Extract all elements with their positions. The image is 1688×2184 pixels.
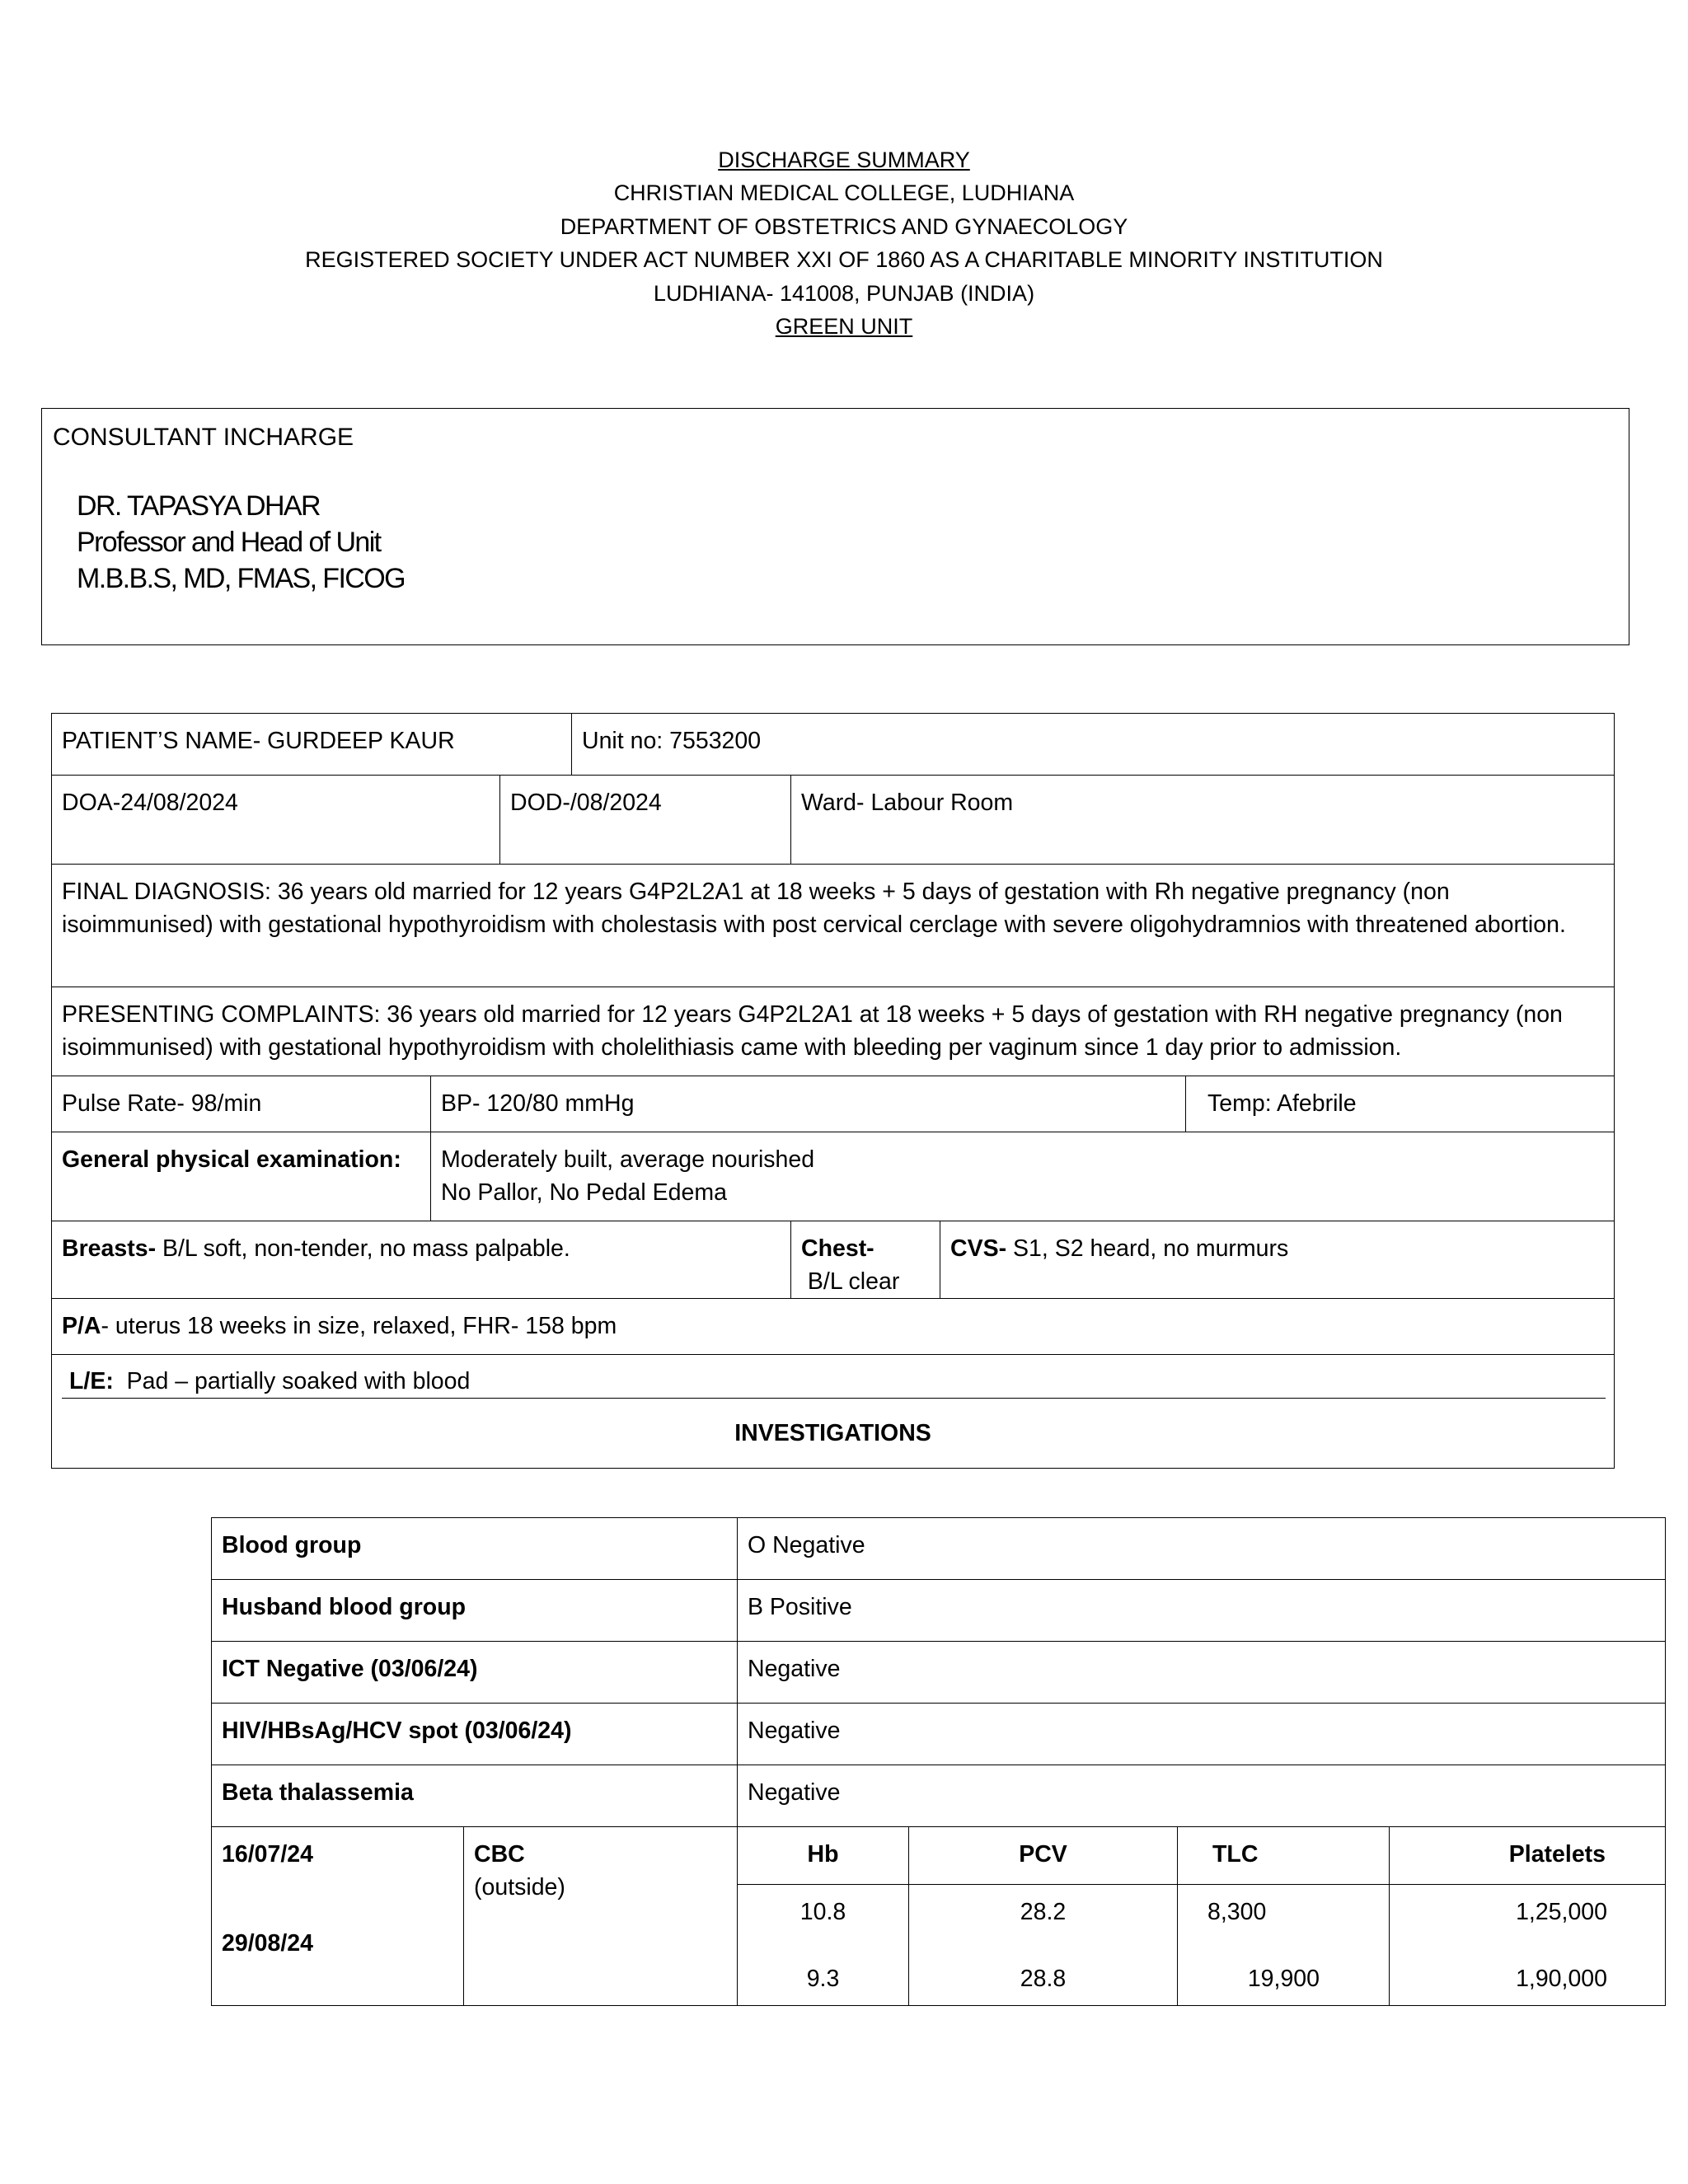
cbc-platelets-values (1390, 1885, 1666, 2006)
cvs-value: S1, S2 heard, no murmurs (1006, 1235, 1289, 1262)
consultant-box (41, 408, 1629, 645)
inv-label-0 (212, 1518, 738, 1580)
cbc-hb-values (738, 1885, 909, 2006)
inv-value-0: O Negative (738, 1518, 1666, 1580)
pulse-rate: Pulse Rate- 98/min (52, 1076, 431, 1132)
cbc-pcv-1: 28.2 (1020, 1899, 1067, 1925)
cbc-header-tlc (1178, 1827, 1390, 1885)
consultant-degrees: M.B.B.S, MD, FMAS, FICOG (77, 563, 405, 594)
cbc-header-text: PCV (1019, 1841, 1067, 1868)
cbc-platelets-2: 1,90,000 (1516, 1966, 1608, 1992)
department-name: DEPARTMENT OF OBSTETRICS AND GYNAECOLOGY (560, 213, 1128, 239)
inv-label-2 (212, 1642, 738, 1704)
date-of-discharge: DOD-/08/2024 (500, 776, 791, 865)
cbc-header-pcv (909, 1827, 1178, 1885)
cbc-label: CBC (474, 1841, 525, 1868)
cbc-date-1: 16/07/24 (222, 1841, 313, 1868)
cbc-header-text: Hb (807, 1841, 839, 1868)
inv-value-1: B Positive (738, 1580, 1666, 1642)
registration-line: REGISTERED SOCIETY UNDER ACT NUMBER XXI OF 1860 AS A CHARITABLE MINORITY INSTITUTION (305, 247, 1383, 273)
inv-value-3: Negative (738, 1704, 1666, 1765)
cbc-label-cell (464, 1827, 738, 2006)
cbc-dates (212, 1827, 464, 2006)
cbc-header-text: TLC (1212, 1841, 1259, 1868)
patient-name: PATIENT’S NAME- GURDEEP KAUR (52, 714, 572, 776)
gpe-findings (431, 1132, 1615, 1221)
cbc-date-2: 29/08/24 (222, 1930, 313, 1957)
gpe-label-cell (52, 1132, 431, 1221)
cvs-label: CVS- (950, 1235, 1007, 1262)
ward: Ward- Labour Room (791, 776, 1615, 865)
cbc-header-platelets (1390, 1827, 1666, 1885)
gpe-label: General physical examination: (62, 1146, 401, 1173)
chest-label: Chest- (801, 1235, 874, 1262)
le-line (62, 1365, 1606, 1399)
chest-exam (791, 1221, 940, 1299)
pa-label: P/A (62, 1313, 101, 1339)
chest-value: B/L clear (801, 1268, 900, 1295)
consultant-label: CONSULTANT INCHARGE (53, 424, 354, 451)
inv-label-4 (212, 1765, 738, 1827)
cbc-header-hb (738, 1827, 909, 1885)
hospital-name: CHRISTIAN MEDICAL COLLEGE, LUDHIANA (613, 180, 1075, 206)
inv-label-text: Beta thalassemia (222, 1779, 414, 1806)
le-label: L/E: (69, 1368, 114, 1394)
gpe-line-1: Moderately built, average nourished (441, 1146, 815, 1173)
inv-label-text: ICT Negative (03/06/24) (222, 1656, 478, 1682)
consultant-name: DR. TAPASYA DHAR (77, 490, 320, 522)
cbc-tlc-2: 19,900 (1247, 1966, 1320, 1992)
investigations-table (211, 1517, 1666, 2006)
pa-value: - uterus 18 weeks in size, relaxed, FHR- 158 bpm (101, 1313, 617, 1339)
cbc-platelets-1: 1,25,000 (1516, 1899, 1608, 1925)
unit-number: Unit no: 7553200 (572, 714, 1615, 776)
consultant-title: Professor and Head of Unit (77, 527, 381, 558)
inv-label-text: Husband blood group (222, 1594, 467, 1620)
cbc-tlc-values (1178, 1885, 1390, 2006)
cbc-hb-1: 10.8 (799, 1899, 846, 1925)
patient-details-table (51, 713, 1615, 1469)
date-of-admission: DOA-24/08/2024 (52, 776, 500, 865)
gpe-line-2: No Pallor, No Pedal Edema (441, 1179, 727, 1206)
consultant-stamp (77, 488, 405, 597)
presenting-complaints: PRESENTING COMPLAINTS: 36 years old married for 12 years G4P2L2A1 at 18 weeks + 5 days of gestation with RH negative pregnancy (non isoimmunised) with gestational hypothyroidism with cholelithiasis came with bleeding per vaginum since 1 day prior to admission. (52, 987, 1615, 1076)
cbc-hb-2: 9.3 (806, 1966, 840, 1992)
inv-label-3 (212, 1704, 738, 1765)
document-header (0, 143, 1688, 343)
address-line: LUDHIANA- 141008, PUNJAB (INDIA) (653, 280, 1035, 306)
breasts-value: B/L soft, non-tender, no mass palpable. (156, 1235, 570, 1262)
cbc-pcv-values (909, 1885, 1178, 2006)
inv-label-1 (212, 1580, 738, 1642)
cbc-pcv-2: 28.8 (1020, 1966, 1067, 1992)
breasts-exam (52, 1221, 791, 1299)
le-value: Pad – partially soaked with blood (113, 1368, 471, 1394)
inv-label-text: HIV/HBsAg/HCV spot (03/06/24) (222, 1718, 572, 1744)
le-exam (52, 1355, 1615, 1469)
blood-pressure: BP- 120/80 mmHg (431, 1076, 1186, 1132)
unit-name: GREEN UNIT (775, 314, 913, 340)
temperature: Temp: Afebrile (1186, 1076, 1615, 1132)
document-title: DISCHARGE SUMMARY (718, 148, 970, 172)
breasts-label: Breasts- (62, 1235, 157, 1262)
inv-label-text: Blood group (222, 1532, 362, 1558)
cvs-exam (940, 1221, 1615, 1299)
cbc-tlc-1: 8,300 (1207, 1899, 1267, 1925)
cbc-sublabel: (outside) (474, 1874, 565, 1900)
inv-value-2: Negative (738, 1642, 1666, 1704)
investigations-title: INVESTIGATIONS (734, 1420, 931, 1446)
pa-exam (52, 1299, 1615, 1355)
final-diagnosis: FINAL DIAGNOSIS: 36 years old married for 12 years G4P2L2A1 at 18 weeks + 5 days of gestation with Rh negative pregnancy (non isoimmunised) with gestational hypothyroidism with cholestasis with post cervical cerclage with severe oligohydramnios with threatened abortion. (52, 865, 1615, 987)
inv-value-4: Negative (738, 1765, 1666, 1827)
cbc-header-text: Platelets (1508, 1841, 1606, 1868)
